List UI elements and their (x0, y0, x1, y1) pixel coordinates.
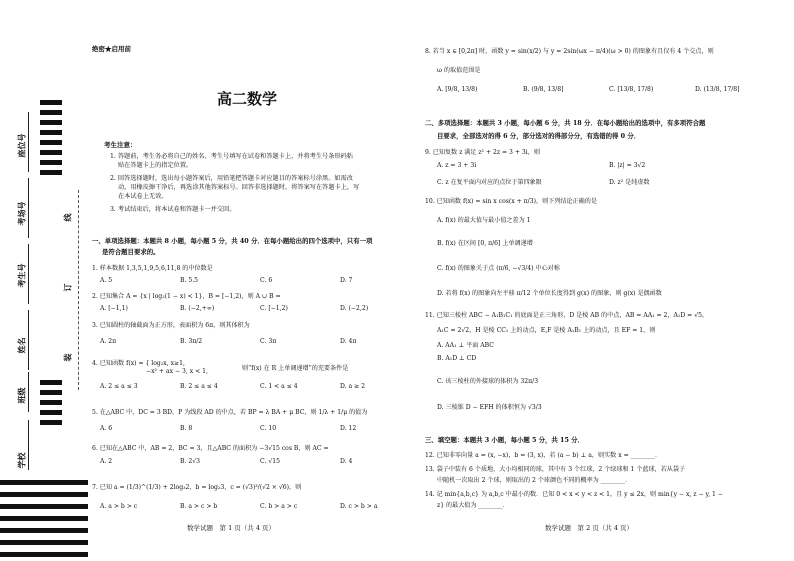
q11-option-d[interactable]: D. 三棱锥 D − EFH 的体积恒为 √3/3 (437, 404, 542, 411)
binding-strip (0, 0, 90, 561)
q1-option-a[interactable]: A. 5 (100, 277, 113, 284)
q11-option-c[interactable]: C. 该三棱柱的外接球的体积为 32π/3 (437, 378, 539, 385)
q6-option-d[interactable]: D. 4 (340, 458, 353, 465)
notice-line: 2. 回答选择题时，选出每小题答案后，用铅笔把答题卡对应题目的答案标号涂黑。如需改 (110, 175, 353, 182)
q5-option-a[interactable]: A. 6 (100, 425, 113, 432)
notice-line: 在本试卷上无效。 (118, 193, 168, 200)
q2-option-c[interactable]: C. [−1,2) (260, 305, 288, 312)
q7-option-a[interactable]: A. a > b > c (100, 503, 138, 510)
question-6: 6. 已知在△ABC 中，AB = 2，BC = 3，且△ABC 的面积为 −3√15 cos B，则 AC = (92, 445, 329, 452)
q9-option-d[interactable]: D. z² 是纯虚数 (609, 179, 650, 186)
q1-option-b[interactable]: B. 5.5 (180, 277, 199, 284)
q5-option-b[interactable]: B. 8 (180, 425, 193, 432)
q9-option-c[interactable]: C. z 在复平面内对应的点位于第四象限 (437, 179, 542, 186)
question-9: 9. 已知复数 z 满足 z² + 2z = 3 + 3i，则 (425, 149, 540, 156)
q8-option-c[interactable]: C. [13/8, 17/8) (609, 86, 654, 93)
name-label: 姓名 (16, 337, 27, 354)
question-11-cont: A₁C = 2√2，H 是棱 CC₁ 上的动点，E,F 是棱 A₁B₁ 上的动点，且 EF = 1，则 (437, 327, 656, 334)
section-2-heading: 二、多项选择题：本题共 3 小题，每小题 6 分，共 18 分．在每小题给出的选项中，有多项符合题 (425, 119, 706, 127)
notice-heading: 考生注意： (104, 141, 137, 149)
section-2-heading-cont: 目要求，全部选对的得 6 分，部分选对的得部分分，有选错的得 0 分． (437, 132, 641, 140)
q8-option-d[interactable]: D. (13/8, 17/8] (695, 86, 740, 93)
q3-option-c[interactable]: C. 3π (260, 338, 277, 345)
page-title: 高二数学 (217, 90, 278, 108)
class-line[interactable] (28, 372, 29, 412)
q8-option-b[interactable]: B. (9/8, 13/8] (523, 86, 564, 93)
q3-option-b[interactable]: B. 3π/2 (180, 338, 203, 345)
seat-number-label: 座位号 (16, 133, 27, 158)
exam-room-line[interactable] (28, 178, 29, 238)
page-2 (425, 0, 785, 561)
q2-option-d[interactable]: D. (−2,2) (340, 305, 369, 312)
question-4: 4. 已知函数 f(x) = { log₂x, x≥1, (92, 360, 185, 367)
q4-option-d[interactable]: D. a ≥ 2 (340, 383, 366, 390)
question-12: 12. 已知非零向量 a = (x, −x)，b = (3, x)，若 (a − b) ⊥ a，则实数 x = ________． (425, 452, 662, 459)
question-10: 10. 已知函数 f(x) = sin x cos(x + π/3)，则下列结论正确的是 (425, 198, 597, 205)
q10-option-a[interactable]: A. f(x) 的最大值与最小值之差为 1 (437, 217, 531, 224)
q11-option-a[interactable]: A. AA₁ ⊥ 平面 ABC (437, 342, 494, 349)
question-1: 1. 样本数据 1,3,5,1,9,5,6,11,8 的中位数是 (92, 265, 213, 272)
page-footer: 数学试题 第 1 页（共 4 页） (187, 524, 276, 532)
question-3: 3. 已知圆柱的轴截面为正方形，表面积为 6π，则其体积为 (92, 322, 250, 329)
notice-line: 贴在答题卡上的指定位置。 (118, 162, 193, 169)
seal-line (78, 190, 79, 390)
question-13-cont: 中随机一次取出 2 个球，则取出的 2 个球颜色不同的概率为 ________． (437, 477, 632, 484)
question-11: 11. 已知三棱柱 ABC − A₁B₁C₁ 的底面是正三角形，D 是棱 AB 的中点，AB = AA₁ = 2，A₁D = √5， (425, 312, 709, 319)
q5-option-d[interactable]: D. 12 (340, 425, 357, 432)
question-7: 7. 已知 a = (1/3)^(1/3) + 2log₃2，b = log₂3，c = (√3)³/(√2 × √6)，则 (92, 484, 302, 491)
q10-option-d[interactable]: D. 若将 f(x) 的图象向左平移 π/12 个单位长度得到 g(x) 的图象，则 g(x) 是偶函数 (437, 290, 662, 297)
name-line[interactable] (28, 310, 29, 370)
q4-option-a[interactable]: A. 2 ≤ a ≤ 3 (100, 383, 138, 390)
exam-room-label: 考场号 (16, 201, 27, 226)
school-label: 学校 (16, 452, 27, 469)
candidate-number-line[interactable] (28, 244, 29, 304)
seat-number-line[interactable] (28, 112, 29, 172)
notice-line: 1. 答题前，考生务必将自己的姓名、考生号填写在试卷和答题卡上，并将考生号条形码粘 (110, 153, 353, 160)
question-8-cont: ω 的取值范围是 (437, 67, 481, 74)
q11-option-b[interactable]: B. A₁D ⊥ CD (437, 355, 477, 362)
seal-char-line: 线 (62, 213, 73, 222)
q2-option-b[interactable]: B. (−2,+∞) (180, 305, 215, 312)
secret-label: 绝密★启用前 (92, 45, 131, 53)
q7-option-d[interactable]: D. c > b > a (340, 503, 378, 510)
q4-option-b[interactable]: B. 2 ≤ a ≤ 4 (180, 383, 218, 390)
seal-char-install: 装 (62, 353, 73, 362)
question-8: 8. 若当 x ∈ [0,2π] 时，函数 y = sin(x/2) 与 y = 2sin(ωx − π/4)(ω > 0) 的图象有且仅有 4 个交点，则 (425, 48, 714, 55)
q2-option-a[interactable]: A. [−1,1) (100, 305, 128, 312)
q7-option-c[interactable]: C. b > a > c (260, 503, 298, 510)
question-2: 2. 已知集合 A = {x | log₂(1 − x) < 1}，B = [−1,2)，则 A ∪ B = (92, 293, 281, 300)
q8-option-a[interactable]: A. [9/8, 13/8) (437, 86, 478, 93)
seal-char-bind: 订 (62, 283, 73, 292)
q3-option-d[interactable]: D. 4π (340, 338, 357, 345)
section-1-heading-cont: 是符合题目要求的。 (102, 248, 160, 256)
question-4-piece: −x² + ax − 3, x < 1, (146, 368, 208, 375)
school-line[interactable] (28, 420, 29, 470)
section-1-heading: 一、单项选择题：本题共 8 小题，每小题 5 分，共 40 分．在每小题给出的四个选项中，只有一项 (92, 237, 373, 245)
q6-option-b[interactable]: B. 2√3 (180, 458, 200, 465)
q1-option-c[interactable]: C. 6 (260, 277, 273, 284)
q3-option-a[interactable]: A. 2π (100, 338, 117, 345)
candidate-number-label: 考生号 (16, 263, 27, 288)
question-4-cont: 则“f(x) 在 R 上单调递增”的充要条件是 (242, 365, 349, 372)
q9-option-b[interactable]: B. |z| = 3√2 (609, 162, 646, 169)
question-5: 5. 在△ABC 中，DC = 3 BD，P 为线段 AD 的中点，若 BP = λ BA + μ BC，则 1/λ + 1/μ 的值为 (92, 409, 368, 416)
question-14: 14. 记 min{a,b,c} 为 a,b,c 中最小的数．已知 0 < x < y < z < 1，且 y ≤ 2x，则 min{y − x, z − y, 1 − (425, 491, 723, 498)
q9-option-a[interactable]: A. z = 3 + 3i (437, 162, 477, 169)
page-footer: 数学试题 第 2 页（共 4 页） (545, 524, 634, 532)
class-label: 班级 (16, 387, 27, 404)
q1-option-d[interactable]: D. 7 (340, 277, 353, 284)
q7-option-b[interactable]: B. a > c > b (180, 503, 218, 510)
q6-option-a[interactable]: A. 2 (100, 458, 113, 465)
question-14-cont: z} 的最大值为 ________． (437, 502, 509, 509)
q10-option-c[interactable]: C. f(x) 的图象关于点 (π/6, −√3/4) 中心对称 (437, 265, 560, 272)
q4-option-c[interactable]: C. 1 < a ≤ 4 (260, 383, 298, 390)
notice-line: 3. 考试结束后，将本试卷和答题卡一并交回。 (110, 206, 236, 213)
q6-option-c[interactable]: C. √15 (260, 458, 280, 465)
notice-line: 动，用橡皮擦干净后，再选涂其他答案标号。回答非选择题时，将答案写在答题卡上，写 (118, 184, 360, 191)
page-1 (92, 0, 417, 561)
q10-option-b[interactable]: B. f(x) 在区间 [0, π/6] 上单调递增 (437, 240, 533, 247)
q5-option-c[interactable]: C. 10 (260, 425, 277, 432)
question-13: 13. 袋子中装有 6 个质地、大小均相同的球，其中有 3 个红球，2 个绿球和 1 个蓝球，若从袋子 (425, 466, 686, 473)
section-3-heading: 三、填空题：本题共 3 小题，每小题 5 分，共 15 分． (425, 436, 584, 444)
